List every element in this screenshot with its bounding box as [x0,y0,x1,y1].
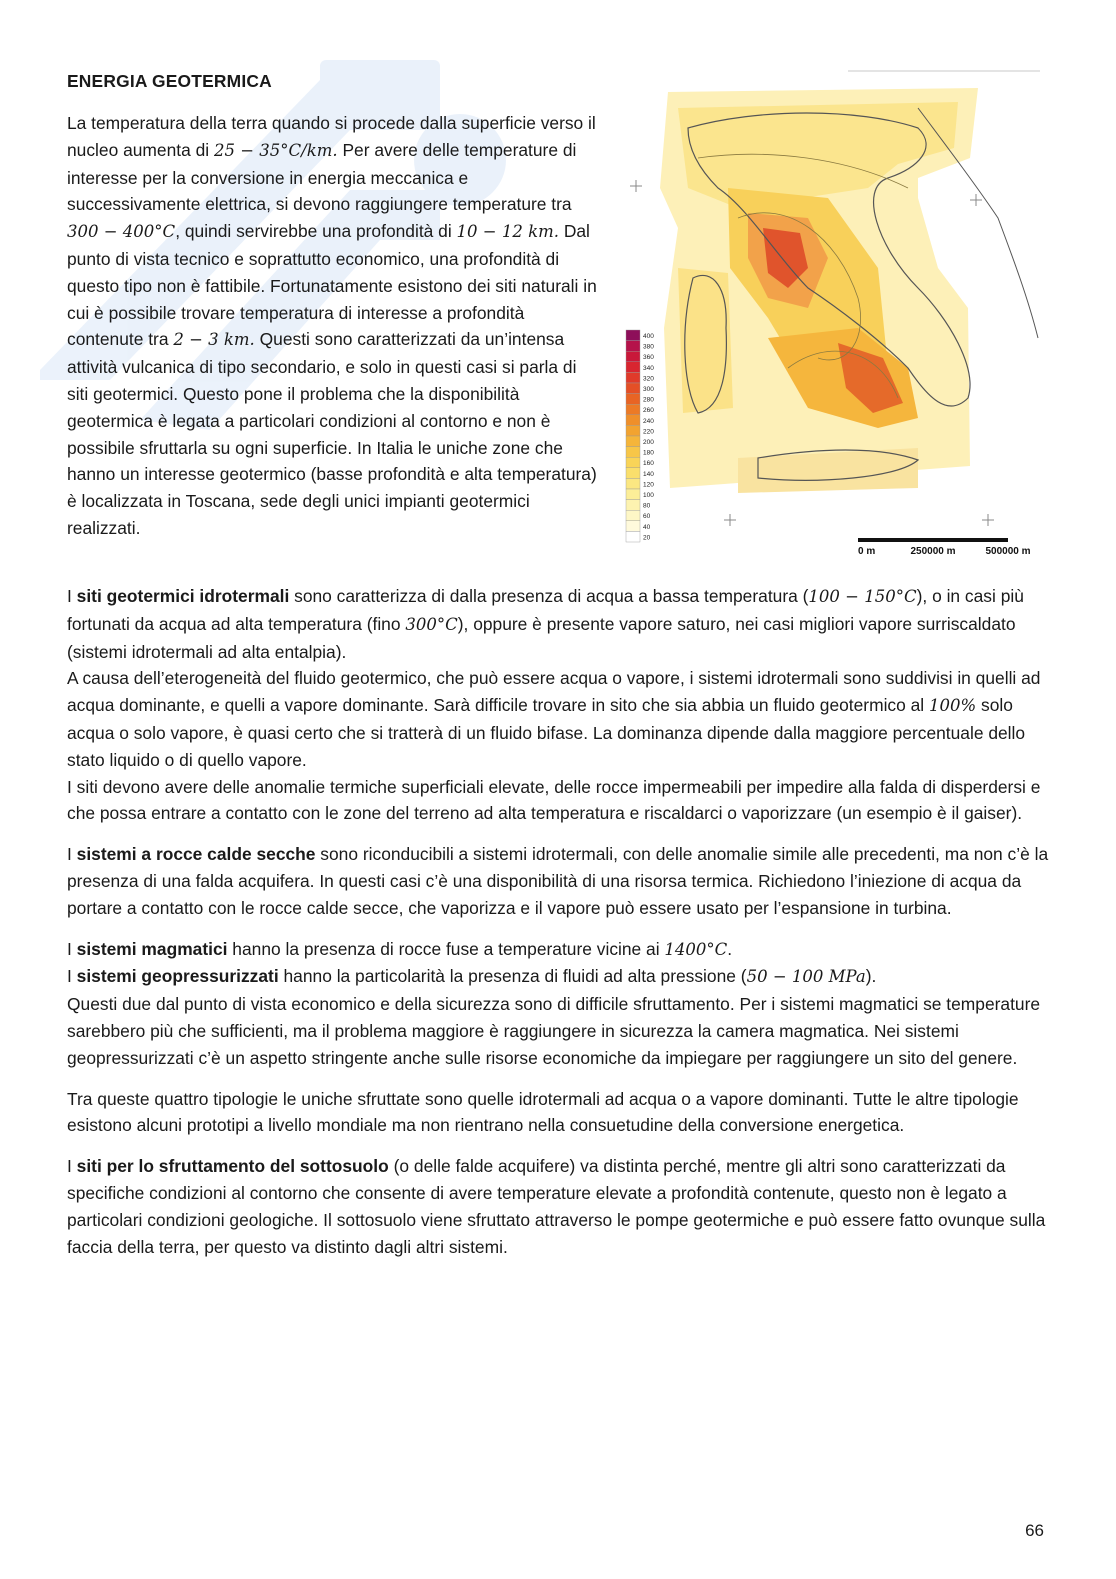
legend-label: 320 [643,375,654,383]
legend-swatch [626,478,640,489]
math-temperature-range: 300 − 400°C [67,222,176,242]
page-number: 66 [1025,1521,1044,1540]
paragraph-idrotermali: I siti geotermici idrotermali sono caratterizza di dalla presenza di acqua a bassa temperatura (100 − 150°C), o in casi più fortunati da acqua ad alta temperatura (fino 300°C), oppure è presente vapore saturo, nei casi migliori vapore surriscaldato (sistemi idrotermali ad alta entalpia). A causa dell’eterogeneità del fluido geotermico, che può essere acqua o vapore, i sistemi idrotermali sono suddivisi in quelli ad acqua dominante, e quelli a vapore dominante. Sarà difficile trovare in sito che sia abbia un fluido geotermico al 100% solo acqua o solo vapore, è quasi certo che si tratterà di un fluido bifase. La dominanza dipende dalla maggiore percentuale dello stato liquido o di quello vapore. I siti devono avere delle anomalie termiche superficiali elevate, delle rocce impermeabili per impedire alla falda di disperdersi e che possa entrare a contatto con le zone del terreno ad alta temperatura e riscaldarci o vaporizzare (un esempio è il gaiser). [67,586,1041,824]
legend-swatch [626,489,640,500]
legend-swatch [626,372,640,383]
term-rocce-calde: sistemi a rocce calde secche [76,844,316,865]
legend-label: 160 [643,460,654,468]
legend-swatch [626,447,640,458]
legend-swatch [626,457,640,468]
legend-label: 200 [643,439,654,446]
math-high-temp: 300°C [405,614,458,634]
legend-swatch [626,500,640,511]
legend-label: 280 [643,396,654,404]
body-text [67,583,1052,1274]
legend-swatch [626,383,640,394]
legend-swatch [626,510,640,521]
legend-label: 180 [643,449,654,457]
italy-temperature-map [618,68,1042,554]
legend-label: 300 [643,386,654,393]
legend-swatch [626,531,640,542]
legend-swatch [626,404,640,415]
legend-label: 60 [643,513,651,521]
scale-bar-line [858,538,1008,542]
math-depth: 10 − 12 km. [456,222,559,242]
math-depth-shallow: 2 − 3 km. [173,330,255,350]
legend-label: 340 [643,364,654,372]
math-percent: 100% [929,696,977,716]
legend-swatch [626,351,640,362]
legend-swatch [626,394,640,405]
legend-swatch [626,468,640,479]
legend-label: 380 [643,343,654,351]
legend-label: 360 [643,354,654,362]
legend-label: 140 [643,470,654,478]
legend-swatch [626,425,640,436]
legend-label: 220 [643,428,654,436]
legend-label: 80 [643,502,651,510]
legend-label: 240 [643,417,654,425]
paragraph-rocce-calde: I sistemi a rocce calde secche sono riconducibili a sistemi idrotermali, con delle anomalie simile alle precedenti, ma non c’è la presenza di una falda acquifera. In questi casi c’è una disponibilità di una risorsa termica. Richiedono l’iniezione di acqua da portare a contatto con le rocce calde secce, che vaporizza e il vapore può essere usato per l’espansione in turbina. [67,844,1049,918]
zone-sardinia [678,268,733,413]
section-title: ENERGIA GEOTERMICA [67,71,272,91]
legend-swatch [626,362,640,373]
legend-swatch [626,436,640,447]
term-idrotermali: siti geotermici idrotermali [76,586,290,606]
legend-label: 260 [643,407,654,415]
scale-label: 0 m [858,546,876,554]
scale-label: 500000 m [985,546,1031,554]
legend-label: 120 [643,481,654,489]
math-low-temp: 100 − 150°C [808,587,917,606]
math-magma-temp: 1400°C [664,939,728,959]
math-pressure: 50 − 100 MPa [746,967,866,987]
legend-label: 100 [643,492,654,499]
paragraph-magmatici: I sistemi magmatici hanno la presenza di rocce fuse a temperature vicine ai 1400°C. I sistemi geopressurizzati hanno la particolarità la presenza di fluidi ad alta pressione (50 − 100 MPa). Questi due dal punto di vista economico e della sicurezza sono di difficile sfruttamento. Per i sistemi magmatici se temperature sarebbero più che sufficienti, ma il problema maggiore è raggiungere in sicurezza la camera magmatica. Nei sistemi geopressurizzati c’è un aspetto stringente anche sulle risorse economiche da impiegare per raggiungere un sito del genere. [67,938,1041,1068]
legend-label: 20 [643,534,651,542]
intro-paragraph: La temperatura della terra quando si procede dalla superficie verso il nucleo aumenta di 25 − 35°C/km. Per avere delle temperature di interesse per la conversione in energia meccanica e successivamente elettrica, si devono raggiungere temperature tra 300 − 400°C, quindi servirebbe una profondità di 10 − 12 km. Dal punto di vista tecnico e soprattutto economico, una profondità di questo tipo non è fattibile. Fortunatamente esistono dei siti naturali in cui è possibile trovare temperatura di interesse a profondità contenute tra 2 − 3 km. Questi sono caratterizzati da un’intensa attività vulcanica di tipo secondario, e solo in questi casi si parla di siti geotermici. Questo pone il problema che la disponibilità geotermica è legata a particolari condizioni al contorno e non è possibile sfruttarla su ogni superficie. In Italia le uniche zone che hanno un interesse geotermico (basse profondità e alta temperatura) è localizzata in Toscana, sede degli unici impianti geotermici realizzati. [67,113,597,538]
math-gradient: 25 − 35°C/km. [213,140,338,160]
paragraph-conclusione: Tra queste quattro tipologie le uniche sfruttate sono quelle idrotermali ad acqua o a vapore dominanti. Tutte le altre tipologie esistono alcuni prototipi a livello mondiale ma non rientrano nella consuetudine della conversione energetica. [67,1088,1019,1136]
map-figure [618,68,1042,554]
legend-swatch [626,330,640,341]
legend-label: 400 [643,333,654,340]
term-sottosuolo: siti per lo sfruttamento del sottosuolo [76,1156,389,1177]
legend-label: 40 [643,523,651,531]
term-geopressurizzati: sistemi geopressurizzati [76,966,279,987]
scale-label: 250000 m [910,546,956,554]
legend-swatch [626,341,640,352]
legend-swatch [626,415,640,426]
paragraph-sottosuolo: I siti per lo sfruttamento del sottosuolo (o delle falde acquifere) va distinta perché, mentre gli altri sono caratterizzati da specifiche condizioni al contorno che consente di avere temperature elevate a profondità contenute, questo non è legato a particolari condizioni geologiche. Il sottosuolo viene sfruttato attraverso le pompe geotermiche e può essere fatto ovunque sulla faccia della terra, per questo va distinto dagli altri sistemi. [67,1156,1046,1257]
legend-swatch [626,521,640,532]
term-magmatici: sistemi magmatici [76,938,228,959]
